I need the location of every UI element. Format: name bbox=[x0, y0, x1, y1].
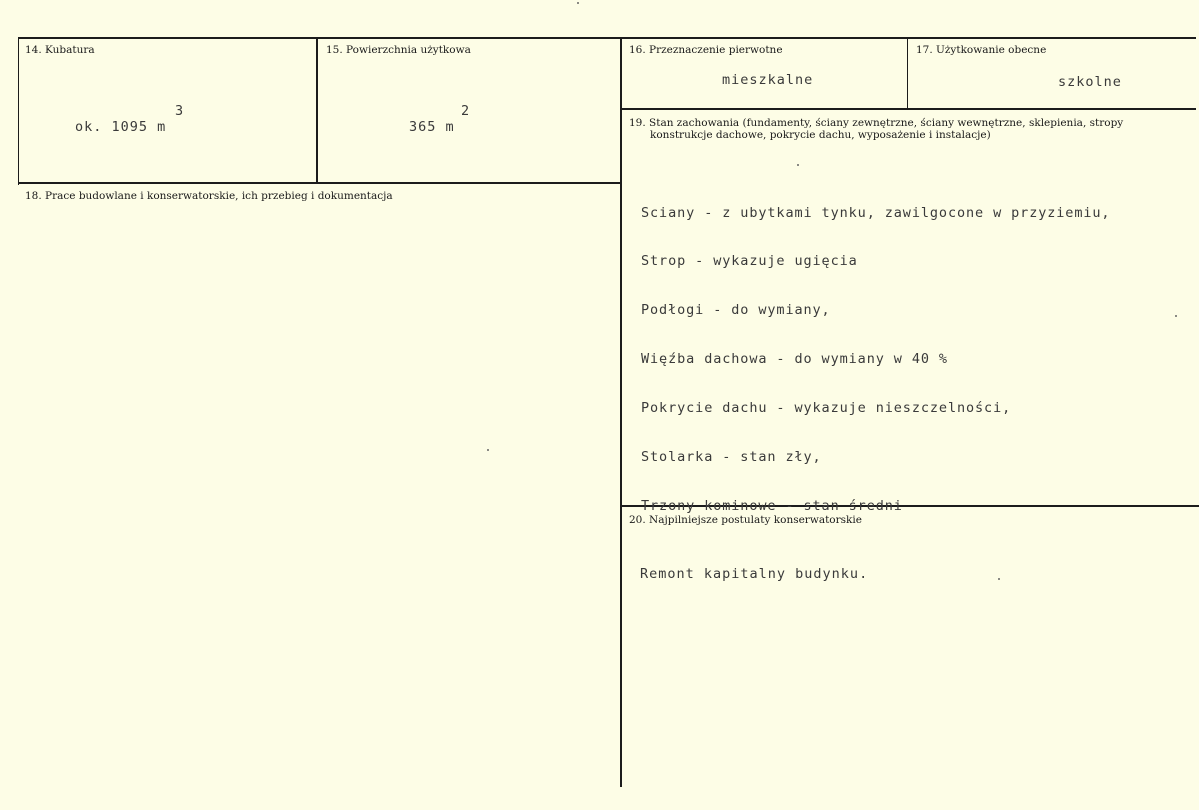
condition-line: Więźba dachowa - do wymiany w 40 % bbox=[641, 351, 948, 368]
rule-under-14-15 bbox=[18, 182, 621, 184]
divider-16-17 bbox=[907, 37, 908, 109]
top-rule bbox=[18, 37, 1196, 39]
condition-line: Sciany - z ubytkami tynku, zawilgocone w przyziemiu, bbox=[641, 204, 1111, 221]
speck bbox=[577, 2, 579, 4]
condition-line: Stolarka - stan zły, bbox=[641, 449, 822, 466]
field-19-condition-list bbox=[641, 172, 1110, 531]
speck bbox=[998, 578, 1000, 580]
field-14-label: 14. Kubatura bbox=[25, 44, 95, 56]
field-16-label: 16. Przeznaczenie pierwotne bbox=[629, 44, 783, 56]
condition-line: Strop - wykazuje ugięcia bbox=[641, 253, 858, 270]
condition-line: Trzony kominowe - stan średni bbox=[641, 497, 903, 514]
field-14-exponent: 3 bbox=[175, 103, 185, 119]
field-17-value: szkolne bbox=[1058, 74, 1122, 90]
speck bbox=[487, 449, 489, 451]
field-17-label: 17. Użytkowanie obecne bbox=[916, 44, 1047, 56]
field-19-label-line2: konstrukcje dachowe, pokrycie dachu, wyposażenie i instalacje) bbox=[650, 129, 991, 141]
field-15-label: 15. Powierzchnia użytkowa bbox=[326, 44, 471, 56]
field-15-exponent: 2 bbox=[461, 103, 471, 119]
rule-under-16-17 bbox=[622, 108, 1196, 110]
divider-14-15 bbox=[316, 37, 318, 184]
condition-line: Pokrycie dachu - wykazuje nieszczelności, bbox=[641, 400, 1012, 417]
center-divider bbox=[620, 37, 622, 787]
left-rule bbox=[18, 37, 19, 185]
field-19-label-line1: 19. Stan zachowania (fundamenty, ściany zewnętrzne, ściany wewnętrzne, sklepienia, stropy bbox=[629, 117, 1124, 129]
field-16-value: mieszkalne bbox=[722, 72, 814, 88]
speck bbox=[797, 164, 799, 166]
field-18-label: 18. Prace budowlane i konserwatorskie, ich przebieg i dokumentacja bbox=[25, 190, 393, 202]
speck bbox=[1175, 315, 1177, 317]
field-14-value: ok. 1095 m bbox=[75, 119, 167, 135]
field-20-label: 20. Najpilniejsze postulaty konserwatorskie bbox=[629, 514, 862, 526]
condition-line: Podłogi - do wymiany, bbox=[641, 302, 831, 319]
field-15-value: 365 m bbox=[409, 119, 455, 135]
field-20-value: Remont kapitalny budynku. bbox=[640, 566, 869, 582]
